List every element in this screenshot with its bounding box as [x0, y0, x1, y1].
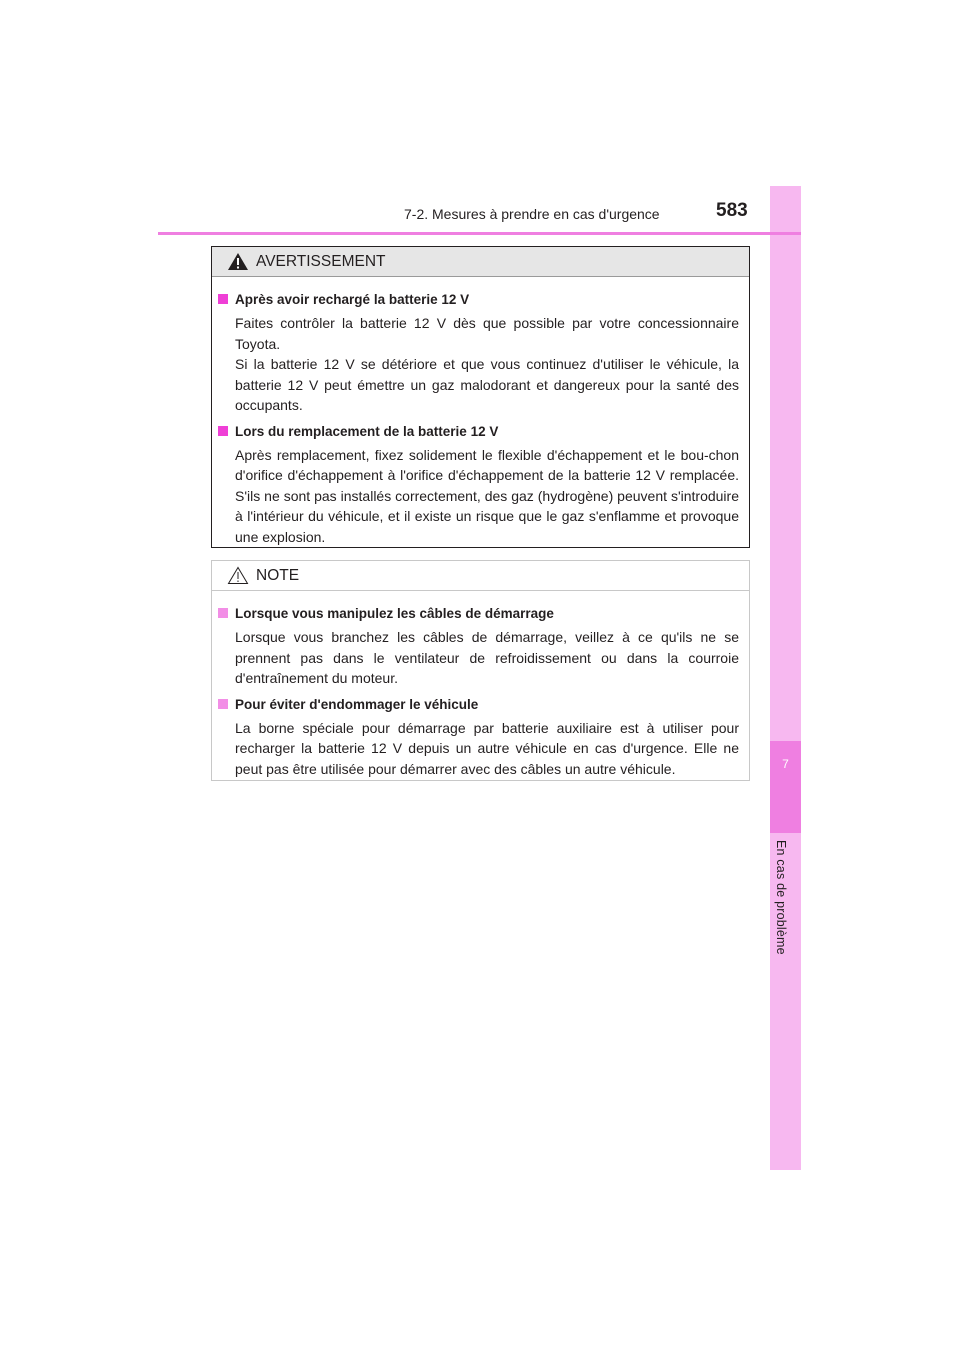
note-item-heading: Lorsque vous manipulez les câbles de démarrage	[235, 606, 554, 621]
warning-item	[218, 290, 739, 416]
warning-box	[211, 246, 750, 548]
bullet-square-icon	[218, 294, 228, 304]
caution-outline-triangle-icon	[227, 566, 249, 585]
chapter-number: 7	[782, 757, 789, 771]
warning-item	[218, 422, 739, 548]
warning-header	[212, 247, 749, 277]
warning-item-text-line-2: Si la batterie 12 V se détériore et que vous continuez d'utiliser le véhicule, la batterie 12 V peut émettre un gaz malodorant et dangereux pour la santé des occupants.	[235, 356, 739, 413]
page-number: 583	[716, 200, 748, 221]
section-title: 7-2. Mesures à prendre en cas d'urgence	[404, 206, 660, 222]
warning-triangle-icon	[227, 252, 249, 271]
warning-title: AVERTISSEMENT	[256, 253, 386, 270]
note-title: NOTE	[256, 567, 300, 584]
note-item-text: Lorsque vous branchez les câbles de démarrage, veillez à ce qu'ils ne se prennent pas dans le ventilateur de refroidissement ou dans la courroie d'entraînement du moteur.	[235, 629, 739, 686]
chapter-side-tab	[770, 186, 801, 1170]
note-header	[212, 561, 749, 591]
note-item-heading: Pour éviter d'endommager le véhicule	[235, 696, 479, 712]
warning-item-heading: Lors du remplacement de la batterie 12 V	[235, 423, 499, 439]
bullet-square-icon	[218, 608, 228, 618]
chapter-title: En cas de problème	[774, 840, 788, 955]
chapter-tab-highlight	[770, 741, 801, 833]
warning-item-text: Après remplacement, fixez solidement le flexible d'échappement et le bou-chon d'orifice d'échappement à l'orifice d'échappement de la batterie 12 V remplacée. S'ils ne sont pas installés correctement, des gaz (hydrogène) peuvent s'introduire à l'intérieur du véhicule, et il existe un risque que le gaz s'enflamme et provoque une explosion.	[235, 446, 739, 545]
header-rule	[158, 232, 801, 235]
bullet-square-icon	[218, 699, 228, 709]
warning-item-text-line-1: Faites contrôler la batterie 12 V dès que possible par votre concessionnaire Toyota.	[235, 315, 739, 352]
warning-item-heading: Après avoir rechargé la batterie 12 V	[235, 292, 470, 307]
bullet-square-icon	[218, 426, 228, 436]
note-item	[218, 695, 739, 780]
note-item	[218, 604, 739, 689]
note-box	[211, 560, 750, 781]
note-item-text: La borne spéciale pour démarrage par batterie auxiliaire est à utiliser pour recharger la batterie 12 V depuis un autre véhicule en cas d'urgence. Elle ne peut pas être utilisée pour démarrer avec des câbles un autre véhicule.	[235, 719, 739, 777]
